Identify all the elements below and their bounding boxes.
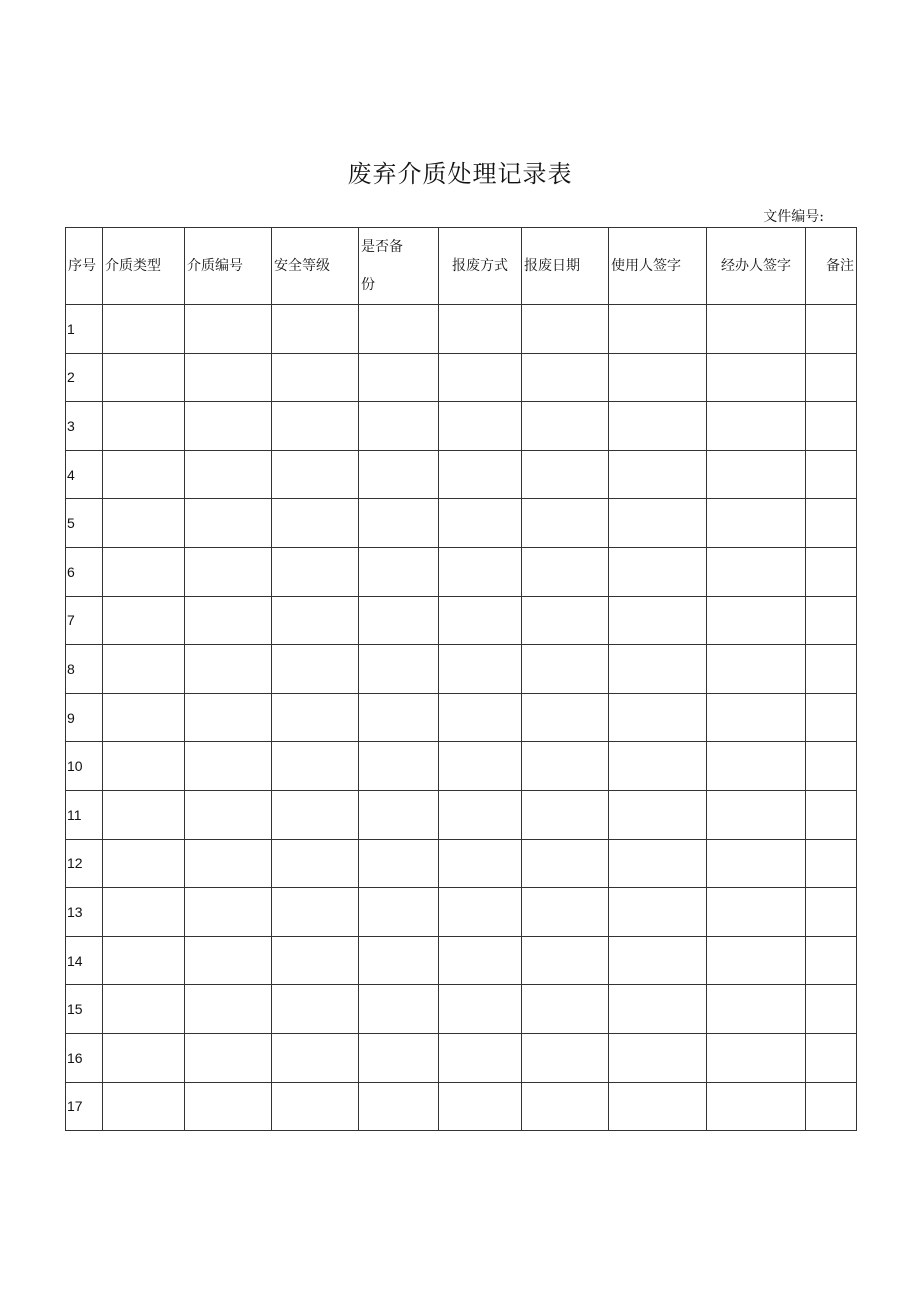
backed-up-cell[interactable] xyxy=(359,742,439,791)
seq-cell: 4 xyxy=(66,450,103,499)
security-level-cell[interactable] xyxy=(272,402,359,451)
record-table xyxy=(65,227,857,1131)
seq-cell: 7 xyxy=(66,596,103,645)
user-signature-cell[interactable] xyxy=(609,1082,707,1131)
media-number-cell[interactable] xyxy=(185,936,272,985)
header-security-level: 安全等级 xyxy=(272,228,359,305)
disposal-method-cell[interactable] xyxy=(439,305,522,354)
disposal-method-cell[interactable] xyxy=(439,596,522,645)
media-type-cell[interactable] xyxy=(103,402,185,451)
disposal-date-cell[interactable] xyxy=(522,839,609,888)
media-number-cell[interactable] xyxy=(185,305,272,354)
media-number-cell[interactable] xyxy=(185,450,272,499)
disposal-method-cell[interactable] xyxy=(439,499,522,548)
table-row xyxy=(66,693,857,742)
disposal-method-cell[interactable] xyxy=(439,936,522,985)
disposal-method-cell[interactable] xyxy=(439,985,522,1034)
user-signature-cell[interactable] xyxy=(609,839,707,888)
seq-cell: 1 xyxy=(66,305,103,354)
user-signature-cell[interactable] xyxy=(609,790,707,839)
header-seq: 序号 xyxy=(66,228,103,305)
table-row xyxy=(66,402,857,451)
seq-cell: 5 xyxy=(66,499,103,548)
disposal-date-cell[interactable] xyxy=(522,402,609,451)
disposal-date-cell[interactable] xyxy=(522,790,609,839)
security-level-cell[interactable] xyxy=(272,645,359,694)
media-type-cell[interactable] xyxy=(103,596,185,645)
table-row xyxy=(66,305,857,354)
media-type-cell[interactable] xyxy=(103,1082,185,1131)
seq-cell: 11 xyxy=(66,790,103,839)
media-type-cell[interactable] xyxy=(103,1033,185,1082)
document-title: 废弃介质处理记录表 xyxy=(347,160,573,188)
backed-up-cell[interactable] xyxy=(359,693,439,742)
disposal-date-cell[interactable] xyxy=(522,742,609,791)
seq-cell: 8 xyxy=(66,645,103,694)
handler-signature-cell[interactable] xyxy=(707,645,806,694)
user-signature-cell[interactable] xyxy=(609,888,707,937)
handler-signature-cell[interactable] xyxy=(707,596,806,645)
user-signature-cell[interactable] xyxy=(609,402,707,451)
handler-signature-cell[interactable] xyxy=(707,693,806,742)
media-number-cell[interactable] xyxy=(185,499,272,548)
user-signature-cell[interactable] xyxy=(609,936,707,985)
security-level-cell[interactable] xyxy=(272,790,359,839)
disposal-date-cell[interactable] xyxy=(522,1082,609,1131)
disposal-date-cell[interactable] xyxy=(522,353,609,402)
remarks-cell[interactable] xyxy=(806,450,857,499)
security-level-cell[interactable] xyxy=(272,1082,359,1131)
backed-up-cell[interactable] xyxy=(359,596,439,645)
security-level-cell[interactable] xyxy=(272,742,359,791)
disposal-date-cell[interactable] xyxy=(522,888,609,937)
table-row xyxy=(66,1082,857,1131)
security-level-cell[interactable] xyxy=(272,936,359,985)
media-type-cell[interactable] xyxy=(103,547,185,596)
media-number-cell[interactable] xyxy=(185,693,272,742)
disposal-method-cell[interactable] xyxy=(439,450,522,499)
security-level-cell[interactable] xyxy=(272,450,359,499)
header-handler-signature: 经办人签字 xyxy=(707,228,806,305)
user-signature-cell[interactable] xyxy=(609,547,707,596)
seq-cell: 15 xyxy=(66,985,103,1034)
header-row xyxy=(66,228,857,305)
remarks-cell[interactable] xyxy=(806,742,857,791)
seq-cell: 14 xyxy=(66,936,103,985)
handler-signature-cell[interactable] xyxy=(707,1082,806,1131)
seq-cell: 3 xyxy=(66,402,103,451)
backed-up-cell[interactable] xyxy=(359,790,439,839)
seq-cell: 13 xyxy=(66,888,103,937)
media-type-cell[interactable] xyxy=(103,790,185,839)
disposal-method-cell[interactable] xyxy=(439,547,522,596)
backed-up-cell[interactable] xyxy=(359,402,439,451)
disposal-method-cell[interactable] xyxy=(439,790,522,839)
media-type-cell[interactable] xyxy=(103,450,185,499)
user-signature-cell[interactable] xyxy=(609,645,707,694)
seq-cell: 12 xyxy=(66,839,103,888)
backed-up-cell[interactable] xyxy=(359,985,439,1034)
file-number-label: 文件编号: xyxy=(763,209,824,225)
security-level-cell[interactable] xyxy=(272,985,359,1034)
security-level-cell[interactable] xyxy=(272,888,359,937)
disposal-date-cell[interactable] xyxy=(522,450,609,499)
user-signature-cell[interactable] xyxy=(609,742,707,791)
handler-signature-cell[interactable] xyxy=(707,547,806,596)
remarks-cell[interactable] xyxy=(806,402,857,451)
seq-cell: 10 xyxy=(66,742,103,791)
media-number-cell[interactable] xyxy=(185,888,272,937)
security-level-cell[interactable] xyxy=(272,839,359,888)
user-signature-cell[interactable] xyxy=(609,985,707,1034)
backed-up-cell[interactable] xyxy=(359,645,439,694)
remarks-cell[interactable] xyxy=(806,645,857,694)
remarks-cell[interactable] xyxy=(806,1082,857,1131)
user-signature-cell[interactable] xyxy=(609,450,707,499)
disposal-date-cell[interactable] xyxy=(522,693,609,742)
remarks-cell[interactable] xyxy=(806,790,857,839)
seq-cell: 16 xyxy=(66,1033,103,1082)
handler-signature-cell[interactable] xyxy=(707,936,806,985)
security-level-cell[interactable] xyxy=(272,305,359,354)
backed-up-cell[interactable] xyxy=(359,1082,439,1131)
remarks-cell[interactable] xyxy=(806,985,857,1034)
disposal-method-cell[interactable] xyxy=(439,1082,522,1131)
remarks-cell[interactable] xyxy=(806,547,857,596)
disposal-date-cell[interactable] xyxy=(522,1033,609,1082)
handler-signature-cell[interactable] xyxy=(707,839,806,888)
disposal-date-cell[interactable] xyxy=(522,547,609,596)
table-row xyxy=(66,888,857,937)
remarks-cell[interactable] xyxy=(806,305,857,354)
backed-up-cell[interactable] xyxy=(359,936,439,985)
table-row xyxy=(66,499,857,548)
table-row xyxy=(66,645,857,694)
table-row xyxy=(66,1033,857,1082)
header-backed-up: 是否备份 xyxy=(359,228,439,305)
disposal-date-cell[interactable] xyxy=(522,985,609,1034)
media-number-cell[interactable] xyxy=(185,790,272,839)
media-number-cell[interactable] xyxy=(185,1033,272,1082)
backed-up-cell[interactable] xyxy=(359,839,439,888)
user-signature-cell[interactable] xyxy=(609,596,707,645)
remarks-cell[interactable] xyxy=(806,839,857,888)
seq-cell: 9 xyxy=(66,693,103,742)
remarks-cell[interactable] xyxy=(806,353,857,402)
backed-up-cell[interactable] xyxy=(359,305,439,354)
security-level-cell[interactable] xyxy=(272,596,359,645)
media-number-cell[interactable] xyxy=(185,596,272,645)
backed-up-cell[interactable] xyxy=(359,450,439,499)
media-type-cell[interactable] xyxy=(103,936,185,985)
security-level-cell[interactable] xyxy=(272,693,359,742)
table-row xyxy=(66,353,857,402)
user-signature-cell[interactable] xyxy=(609,499,707,548)
user-signature-cell[interactable] xyxy=(609,693,707,742)
media-number-cell[interactable] xyxy=(185,645,272,694)
media-type-cell[interactable] xyxy=(103,305,185,354)
disposal-method-cell[interactable] xyxy=(439,693,522,742)
disposal-date-cell[interactable] xyxy=(522,645,609,694)
disposal-date-cell[interactable] xyxy=(522,305,609,354)
disposal-method-cell[interactable] xyxy=(439,888,522,937)
media-number-cell[interactable] xyxy=(185,547,272,596)
media-number-cell[interactable] xyxy=(185,839,272,888)
security-level-cell[interactable] xyxy=(272,353,359,402)
handler-signature-cell[interactable] xyxy=(707,985,806,1034)
media-type-cell[interactable] xyxy=(103,985,185,1034)
media-type-cell[interactable] xyxy=(103,742,185,791)
table-row xyxy=(66,985,857,1034)
media-type-cell[interactable] xyxy=(103,693,185,742)
header-remarks: 备注 xyxy=(806,228,857,305)
handler-signature-cell[interactable] xyxy=(707,742,806,791)
media-type-cell[interactable] xyxy=(103,645,185,694)
handler-signature-cell[interactable] xyxy=(707,790,806,839)
remarks-cell[interactable] xyxy=(806,888,857,937)
header-media-type: 介质类型 xyxy=(103,228,185,305)
media-type-cell[interactable] xyxy=(103,888,185,937)
table-row xyxy=(66,936,857,985)
remarks-cell[interactable] xyxy=(806,596,857,645)
table-row xyxy=(66,839,857,888)
seq-cell: 17 xyxy=(66,1082,103,1131)
security-level-cell[interactable] xyxy=(272,547,359,596)
remarks-cell[interactable] xyxy=(806,1033,857,1082)
media-type-cell[interactable] xyxy=(103,499,185,548)
disposal-date-cell[interactable] xyxy=(522,936,609,985)
handler-signature-cell[interactable] xyxy=(707,1033,806,1082)
disposal-method-cell[interactable] xyxy=(439,839,522,888)
handler-signature-cell[interactable] xyxy=(707,353,806,402)
backed-up-cell[interactable] xyxy=(359,353,439,402)
media-number-cell[interactable] xyxy=(185,1082,272,1131)
table-row xyxy=(66,742,857,791)
disposal-method-cell[interactable] xyxy=(439,645,522,694)
disposal-method-cell[interactable] xyxy=(439,1033,522,1082)
handler-signature-cell[interactable] xyxy=(707,305,806,354)
user-signature-cell[interactable] xyxy=(609,305,707,354)
handler-signature-cell[interactable] xyxy=(707,450,806,499)
user-signature-cell[interactable] xyxy=(609,353,707,402)
handler-signature-cell[interactable] xyxy=(707,888,806,937)
media-type-cell[interactable] xyxy=(103,839,185,888)
backed-up-cell[interactable] xyxy=(359,888,439,937)
security-level-cell[interactable] xyxy=(272,499,359,548)
seq-cell: 6 xyxy=(66,547,103,596)
security-level-cell[interactable] xyxy=(272,1033,359,1082)
table-row xyxy=(66,547,857,596)
disposal-date-cell[interactable] xyxy=(522,499,609,548)
disposal-method-cell[interactable] xyxy=(439,742,522,791)
header-media-number: 介质编号 xyxy=(185,228,272,305)
remarks-cell[interactable] xyxy=(806,499,857,548)
table-row xyxy=(66,450,857,499)
seq-cell: 2 xyxy=(66,353,103,402)
disposal-date-cell[interactable] xyxy=(522,596,609,645)
table-row xyxy=(66,596,857,645)
media-number-cell[interactable] xyxy=(185,353,272,402)
media-number-cell[interactable] xyxy=(185,402,272,451)
handler-signature-cell[interactable] xyxy=(707,402,806,451)
header-user-signature: 使用人签字 xyxy=(609,228,707,305)
backed-up-cell[interactable] xyxy=(359,1033,439,1082)
backed-up-cell[interactable] xyxy=(359,547,439,596)
user-signature-cell[interactable] xyxy=(609,1033,707,1082)
disposal-method-cell[interactable] xyxy=(439,353,522,402)
header-disposal-date: 报废日期 xyxy=(522,228,609,305)
media-number-cell[interactable] xyxy=(185,742,272,791)
table-row xyxy=(66,790,857,839)
disposal-method-cell[interactable] xyxy=(439,402,522,451)
header-disposal-method: 报废方式 xyxy=(439,228,522,305)
handler-signature-cell[interactable] xyxy=(707,499,806,548)
media-type-cell[interactable] xyxy=(103,353,185,402)
remarks-cell[interactable] xyxy=(806,936,857,985)
media-number-cell[interactable] xyxy=(185,985,272,1034)
backed-up-cell[interactable] xyxy=(359,499,439,548)
remarks-cell[interactable] xyxy=(806,693,857,742)
